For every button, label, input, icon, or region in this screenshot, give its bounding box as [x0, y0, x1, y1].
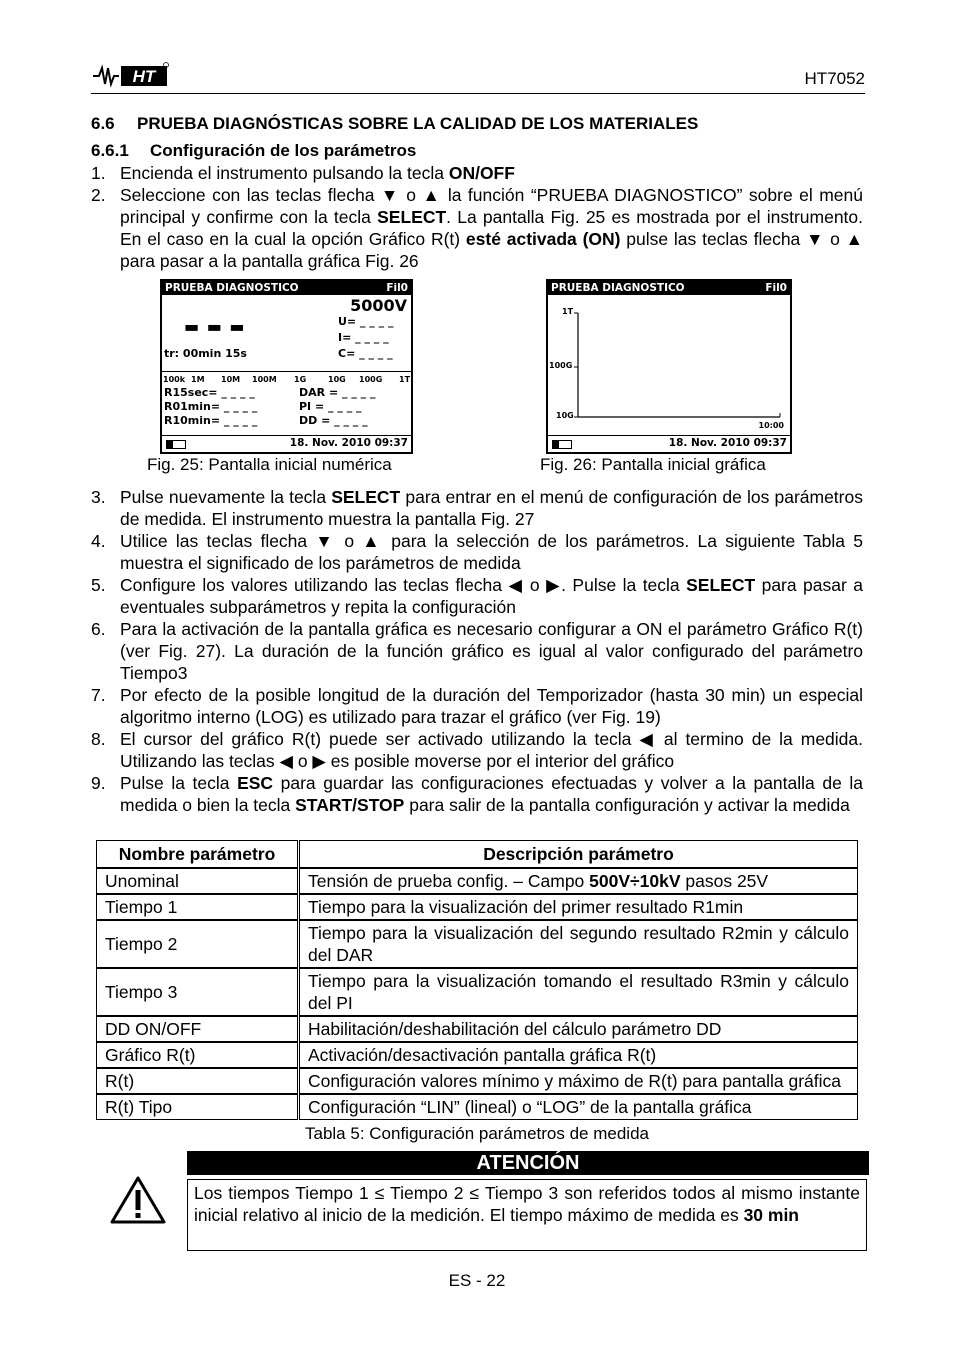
- text-run: para salir de la pantalla configuración y activar la medida: [404, 795, 850, 815]
- fig26-title-bar: [548, 281, 790, 295]
- steps-list-a: [91, 162, 863, 272]
- list-item: [91, 618, 863, 684]
- param-description: [299, 1042, 858, 1068]
- text-run: Para la activación de la pantalla gráfica es necesario configurar a ON el parámetro Gráfico R(t) (ver Fig. 27). La duración de la función gráfico es igual al valor configurado del parámetro Tiempo3: [120, 619, 863, 683]
- text-run: Utilice las teclas flecha ▼ o ▲ para la selección de los parámetros. La siguiente Tabla 5 muestra el significado de los parámetros de medida: [120, 531, 863, 573]
- list-item: [91, 684, 863, 728]
- subsection-heading: [91, 141, 416, 161]
- fig26-y-top: 1T: [562, 307, 574, 316]
- param-name: DD ON/OFF: [96, 1016, 298, 1042]
- fig25-r01: R01min= _ _ _ _: [164, 400, 258, 413]
- fig25-title-bar: [162, 281, 411, 295]
- param-name: Tiempo 3: [96, 968, 298, 1016]
- header-divider: [91, 93, 865, 94]
- list-item-number: 1.: [91, 163, 106, 183]
- table-row: [96, 920, 858, 968]
- list-item-number: 8.: [91, 729, 106, 749]
- table-row: [96, 868, 858, 894]
- text-run: Tiempo para la visualización del segundo resultado R2min y cálculo del DAR: [308, 923, 849, 965]
- header-description: Descripción parámetro: [299, 840, 858, 868]
- text-run: Los tiempos Tiempo 1 ≤ Tiempo 2 ≤ Tiempo 3 son referidos todos al mismo instante inicial relativo al inicio de la medición. El tiempo máximo de medida es: [194, 1183, 860, 1225]
- fig25-date: 18. Nov. 2010 09:37: [289, 437, 408, 449]
- text-run: Configuración valores mínimo y máximo de R(t) para pantalla gráfica: [308, 1071, 842, 1091]
- param-description: [299, 968, 858, 1016]
- fig25-scale-label: 100M: [252, 375, 277, 384]
- fig25-pi: PI = _ _ _ _: [299, 400, 362, 413]
- model-name: HT7052: [804, 69, 865, 88]
- param-description: [299, 1094, 858, 1120]
- fig25-scale-label: 1M: [191, 375, 205, 384]
- bold-text: esté activada (ON): [465, 229, 621, 249]
- list-item-number: 3.: [91, 487, 106, 507]
- fig26-screen: [546, 279, 792, 454]
- fig25-screen: [160, 279, 413, 454]
- warning-text: [187, 1179, 867, 1251]
- fig25-i: I= _ _ _ _: [338, 331, 389, 344]
- bold-text: ESC: [237, 773, 274, 793]
- fig26-x-end: 10:00: [758, 421, 784, 430]
- section-title: PRUEBA DIAGNÓSTICAS SOBRE LA CALIDAD DE LOS MATERIALES: [137, 114, 699, 133]
- list-item-number: 4.: [91, 531, 106, 551]
- fig26-caption: Fig. 26: Pantalla inicial gráfica: [540, 455, 766, 474]
- fig25-u: U= _ _ _ _: [338, 315, 394, 328]
- param-name: Unominal: [96, 868, 298, 894]
- text-run: pasos 25V: [680, 871, 769, 891]
- warning-icon: [109, 1175, 167, 1225]
- text-run: para entrar en el menú de configuración de los parámetros de medida. El instrumento muestra la pantalla Fig. 27: [120, 487, 863, 529]
- table-row: [96, 1016, 858, 1042]
- table-row: [96, 968, 858, 1016]
- fig25-dd: DD = _ _ _ _: [299, 414, 368, 427]
- param-description: [299, 920, 858, 968]
- fig26-date: 18. Nov. 2010 09:37: [668, 437, 787, 449]
- list-item-number: 9.: [91, 773, 106, 793]
- table-row: [96, 1068, 858, 1094]
- section-heading: [91, 114, 698, 134]
- fig25-c: C= _ _ _ _: [338, 347, 393, 360]
- subsection-title: Configuración de los parámetros: [150, 141, 417, 160]
- ht-logo: [91, 60, 169, 90]
- list-item: [91, 530, 863, 574]
- text-run: Configure los valores utilizando las teclas flecha ◀ o ▶. Pulse la tecla: [120, 575, 687, 595]
- param-description: [299, 894, 858, 920]
- text-run: Activación/desactivación pantalla gráfica R(t): [308, 1045, 657, 1065]
- battery-icon: [166, 440, 186, 449]
- fig25-r15: R15sec= _ _ _ _: [164, 386, 255, 399]
- param-name: Gráfico R(t): [96, 1042, 298, 1068]
- fig25-bar-title: PRUEBA DIAGNOSTICO: [165, 282, 299, 294]
- list-item: [91, 772, 863, 816]
- table-row: [96, 1094, 858, 1120]
- bold-text: ON/OFF: [448, 163, 515, 183]
- text-run: . La pantalla Fig. 25 es mostrada por el instrumento. En el caso en la cual la opción Gráfico R(t): [120, 207, 864, 249]
- list-item: [91, 486, 863, 530]
- text-run: Tiempo para la visualización tomando el resultado R3min y cálculo del PI: [308, 971, 849, 1013]
- page-number: ES - 22: [448, 1271, 506, 1290]
- param-name: R(t): [96, 1068, 298, 1094]
- header-name: Nombre parámetro: [96, 840, 298, 868]
- fig25-scale-line: [162, 371, 411, 372]
- fig25-bar-file: Fil0: [386, 282, 408, 294]
- bold-text: SELECT: [377, 207, 447, 227]
- steps-list-b: [91, 486, 863, 816]
- param-name: R(t) Tipo: [96, 1094, 298, 1120]
- subsection-number: 6.6.1: [91, 141, 129, 160]
- param-description: [299, 1068, 858, 1094]
- fig25-scale-label: 10G: [328, 375, 346, 384]
- logo-text: HT: [132, 67, 156, 86]
- text-run: Tensión de prueba config. – Campo: [308, 871, 590, 891]
- fig26-y-bot: 10G: [556, 411, 574, 420]
- table-caption: Tabla 5: Configuración parámetros de medida: [305, 1124, 649, 1143]
- param-description: [299, 868, 858, 894]
- fig26-footer-line: [548, 435, 790, 436]
- warning-heading: ATENCIÓN: [187, 1151, 869, 1175]
- list-item: [91, 728, 863, 772]
- fig25-r10: R10min= _ _ _ _: [164, 414, 258, 427]
- fig25-scale-label: 100k: [163, 375, 186, 384]
- text-run: El cursor del gráfico R(t) puede ser activado utilizando la tecla ◀ al termino de la medida. Utilizando las teclas ◀ o ▶ es posible moverse por el interior del gráfico: [120, 729, 863, 771]
- table-row: [96, 1042, 858, 1068]
- fig25-scale-label: 1G: [294, 375, 307, 384]
- fig26-y-mid: 100G: [549, 361, 573, 370]
- fig25-dar: DAR = _ _ _ _: [299, 386, 376, 399]
- list-item: [91, 574, 863, 618]
- bold-text: 30 min: [743, 1205, 800, 1225]
- param-name: Tiempo 2: [96, 920, 298, 968]
- text-run: Pulse la tecla: [120, 773, 238, 793]
- list-item-number: 7.: [91, 685, 106, 705]
- list-item-number: 6.: [91, 619, 106, 639]
- bold-text: SELECT: [686, 575, 756, 595]
- text-run: Encienda el instrumento pulsando la tecla: [120, 163, 449, 183]
- param-name: Tiempo 1: [96, 894, 298, 920]
- param-description: [299, 1016, 858, 1042]
- text-run: Configuración “LIN” (lineal) o “LOG” de la pantalla gráfica: [308, 1097, 752, 1117]
- text-run: Seleccione con las teclas flecha ▼ o ▲ la función “PRUEBA DIAGNOSTICO” sobre el menú principal y confirme con la tecla: [120, 185, 863, 227]
- text-run: Tiempo para la visualización del primer resultado R1min: [308, 897, 744, 917]
- fig25-scale-label: 1T: [399, 375, 411, 384]
- list-item: [91, 184, 863, 272]
- text-run: Pulse nuevamente la tecla: [120, 487, 332, 507]
- parameters-table: [96, 840, 858, 1120]
- fig25-footer-line: [162, 435, 411, 436]
- fig25-caption: Fig. 25: Pantalla inicial numérica: [147, 455, 392, 474]
- bold-text: SELECT: [331, 487, 401, 507]
- fig25-voltage: 5000V: [350, 296, 407, 315]
- fig25-dashes: ▬ ▬ ▬: [184, 317, 246, 336]
- fig25-scale-label: 10M: [221, 375, 241, 384]
- text-run: Por efecto de la posible longitud de la duración del Temporizador (hasta 30 min) un especial algoritmo interno (LOG) es utilizado para trazar el gráfico (ver Fig. 19): [120, 685, 863, 727]
- fig25-timer: tr: 00min 15s: [164, 347, 247, 360]
- text-run: Habilitación/deshabilitación del cálculo parámetro DD: [308, 1019, 722, 1039]
- list-item: [91, 162, 863, 184]
- bold-text: START/STOP: [295, 795, 405, 815]
- text-run: para guardar las configuraciones efectuadas y volver a la pantalla de la medida o bien la tecla: [120, 773, 863, 815]
- bold-text: 500V÷10kV: [589, 871, 681, 891]
- fig26-graph: [548, 295, 790, 435]
- fig26-bar-file: Fil0: [765, 282, 787, 294]
- list-item-number: 5.: [91, 575, 106, 595]
- battery-icon: [552, 440, 572, 449]
- list-item-number: 2.: [91, 185, 106, 205]
- fig25-scale-label: 100G: [359, 375, 383, 384]
- text-run: pulse las teclas flecha ▼ o ▲ para pasar a la pantalla gráfica Fig. 26: [120, 229, 863, 271]
- section-number: 6.6: [91, 114, 115, 133]
- fig26-bar-title: PRUEBA DIAGNOSTICO: [551, 282, 685, 294]
- text-run: para pasar a eventuales subparámetros y repita la configuración: [120, 575, 864, 617]
- table-row: [96, 894, 858, 920]
- table-header-row: [96, 840, 858, 868]
